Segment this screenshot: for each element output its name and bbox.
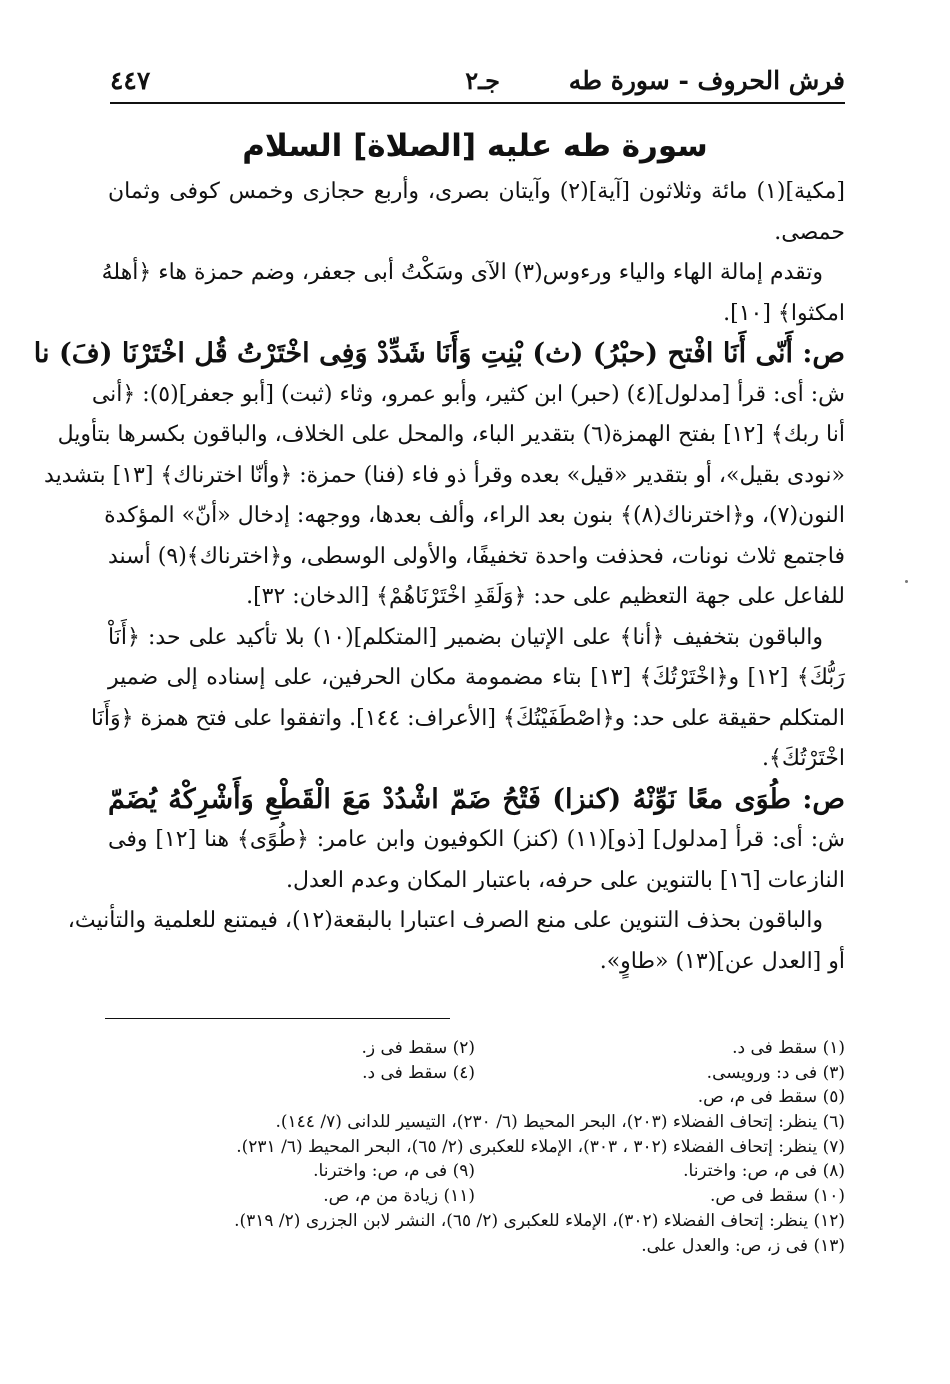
- text-line: رَبُّكَ﴾ [١٢] و﴿اخْتَرْتُكَ﴾ [١٣] بتاء مضمومة مكان الحرفين، على إسناده إلى ضمير: [108, 665, 846, 690]
- running-header: [110, 62, 845, 102]
- surah-title: سورة طه عليه [الصلاة] السلام: [242, 128, 708, 164]
- verse-line: ص: أَنّى أَنَا افْتح (حبْرُ) (ث) بْنِتِ وَأَنَا شَدِّدْ وَفِى اخْتَرْتُ قُل اخْتَرْنَا (فَ) نا: [33, 338, 845, 369]
- text-line: والباقون بتخفيف ﴿أنا﴾ على الإتيان بضمير [المتكلم](١٠) بلا تأكيد على حد: ﴿أَنَاْ: [108, 624, 824, 650]
- footnote: (٢) سقط فى ز.: [361, 1038, 475, 1058]
- page-number: ٤٤٧: [110, 66, 151, 95]
- scan-speck: [905, 580, 908, 583]
- header-rule: [110, 102, 845, 104]
- verse-line: ص: طُوَى معًا نَوِّنْهُ (كنزا) فَتْحُ ضَمّ اشْدُدْ مَعَ الْقَطْعِ وَأَشْرِكْهُ يُضَمّ: [108, 783, 845, 815]
- footnote: (٧) ينظر: إتحاف الفضلاء (٣٠٢ ، ٣٠٣)، الإملاء للعكبرى (٢/ ٦٥)، البحر المحيط (٦/ ٢٣١).: [236, 1136, 845, 1157]
- text-line: للفاعل على جهة التعظيم على حد: ﴿وَلَقَدِ اخْتَرْنَاهُمْ﴾ [الدخان: ٣٢].: [246, 584, 845, 609]
- footnote: (١١) زيادة من م، ص.: [323, 1186, 475, 1207]
- text-line: فاجتمع ثلاث نونات، فحذفت واحدة تخفيفًا، والأولى الوسطى، و﴿اخترناك﴾(٩) أسند: [108, 543, 845, 569]
- text-line: النون(٧)، و﴿اخترناك(٨)﴾ بنون بعد الراء، وألف بعدها، ووجهه: إدخال «أنّ» المؤكدة: [104, 503, 845, 528]
- footnote: (١٢) ينظر: إتحاف الفضلاء (٣٠٢)، الإملاء للعكبرى (٢/ ٦٥)، النشر لابن الجزرى (٢/ ٣١٩).: [234, 1210, 845, 1231]
- commentary-line: ش: أى: قرأ [مدلول] [ذو](١١) (كنز) الكوفيون وابن عامر: ﴿طُوًى﴾ هنا [١٢] وفى: [108, 827, 845, 852]
- footnotes: [105, 1036, 845, 1258]
- text-line: المتكلم حقيقة على حد: و﴿اصْطَفَيْتُكَ﴾ [الأعراف: ١٤٤]. واتفقوا على فتح همزة ﴿وَأَنَا: [91, 705, 845, 731]
- text-line: [مكية](١) مائة وثلاثون [آية](٢) وآيتان بصرى، وأربع حجازى وخمس كوفى وثمان: [108, 179, 845, 204]
- footnote: (٥) سقط فى م، ص.: [697, 1087, 845, 1108]
- footnote: (٩) فى م، ص: واخترنا.: [313, 1161, 475, 1182]
- footnote: (١٠) سقط فى ص.: [710, 1186, 845, 1207]
- footnote-separator: [105, 1018, 450, 1019]
- text-line: النازعات [١٦] بالتنوين على حرفه، باعتبار المكان وعدم العدل.: [286, 867, 845, 893]
- commentary-line: ش: أى: قرأ [مدلول](٤) (حبر) ابن كثير، وأبو عمرو، وثاء (ثبت) [أبو جعفر](٥): ﴿أنى: [91, 381, 845, 407]
- text-line: أو [العدل عن](١٣) «طاوٍ».: [599, 948, 845, 974]
- text-line: وتقدم إمالة الهاء والياء ورءوس(٣) الآى وسَكْتُ أبى جعفر، وضم حمزة هاء ﴿أهلهُ: [101, 260, 823, 285]
- text-line: حمصى.: [774, 219, 845, 245]
- text-line: اخْتَرْتُكَ﴾.: [761, 746, 845, 771]
- footnote: (٨) فى م، ص: واخترنا.: [683, 1161, 845, 1182]
- header-title: فرش الحروف - سورة طه: [568, 66, 845, 95]
- text-line: أنا ربك﴾ [١٢] بفتح الهمزة(٦) بتقدير الباء، والمحل على الخلاف، والباقون بكسرها بتأويل: [57, 422, 845, 447]
- footnote: (٦) ينظر: إتحاف الفضلاء (٢٠٣)، البحر المحيط (٦/ ٢٣٠)، التيسير للدانى (٧/ ١٤٤).: [275, 1112, 845, 1133]
- text-line: «نودى بقيل»، أو بتقدير «قيل» بعده وقرأ ذو فاء (فنا) حمزة: ﴿وأنّا اخترناك﴾ [١٣] بتشديد: [44, 462, 845, 488]
- text-line: امكثوا﴾ [١٠].: [723, 300, 845, 326]
- text-line: والباقون بحذف التنوين على منع الصرف اعتبارا بالبقعة(١٢)، فيمتنع للعلمية والتأنيث،: [67, 908, 823, 933]
- footnote: (١) سقط فى د.: [732, 1038, 845, 1058]
- footnote: (٣) فى د: ورويسى.: [706, 1062, 845, 1083]
- footnote: (١٣) فى ز، ص: والعدل على.: [641, 1235, 845, 1256]
- main-text: [33, 172, 846, 982]
- footnote: (٤) سقط فى د.: [362, 1062, 475, 1083]
- header-volume: جـ٢: [465, 66, 500, 95]
